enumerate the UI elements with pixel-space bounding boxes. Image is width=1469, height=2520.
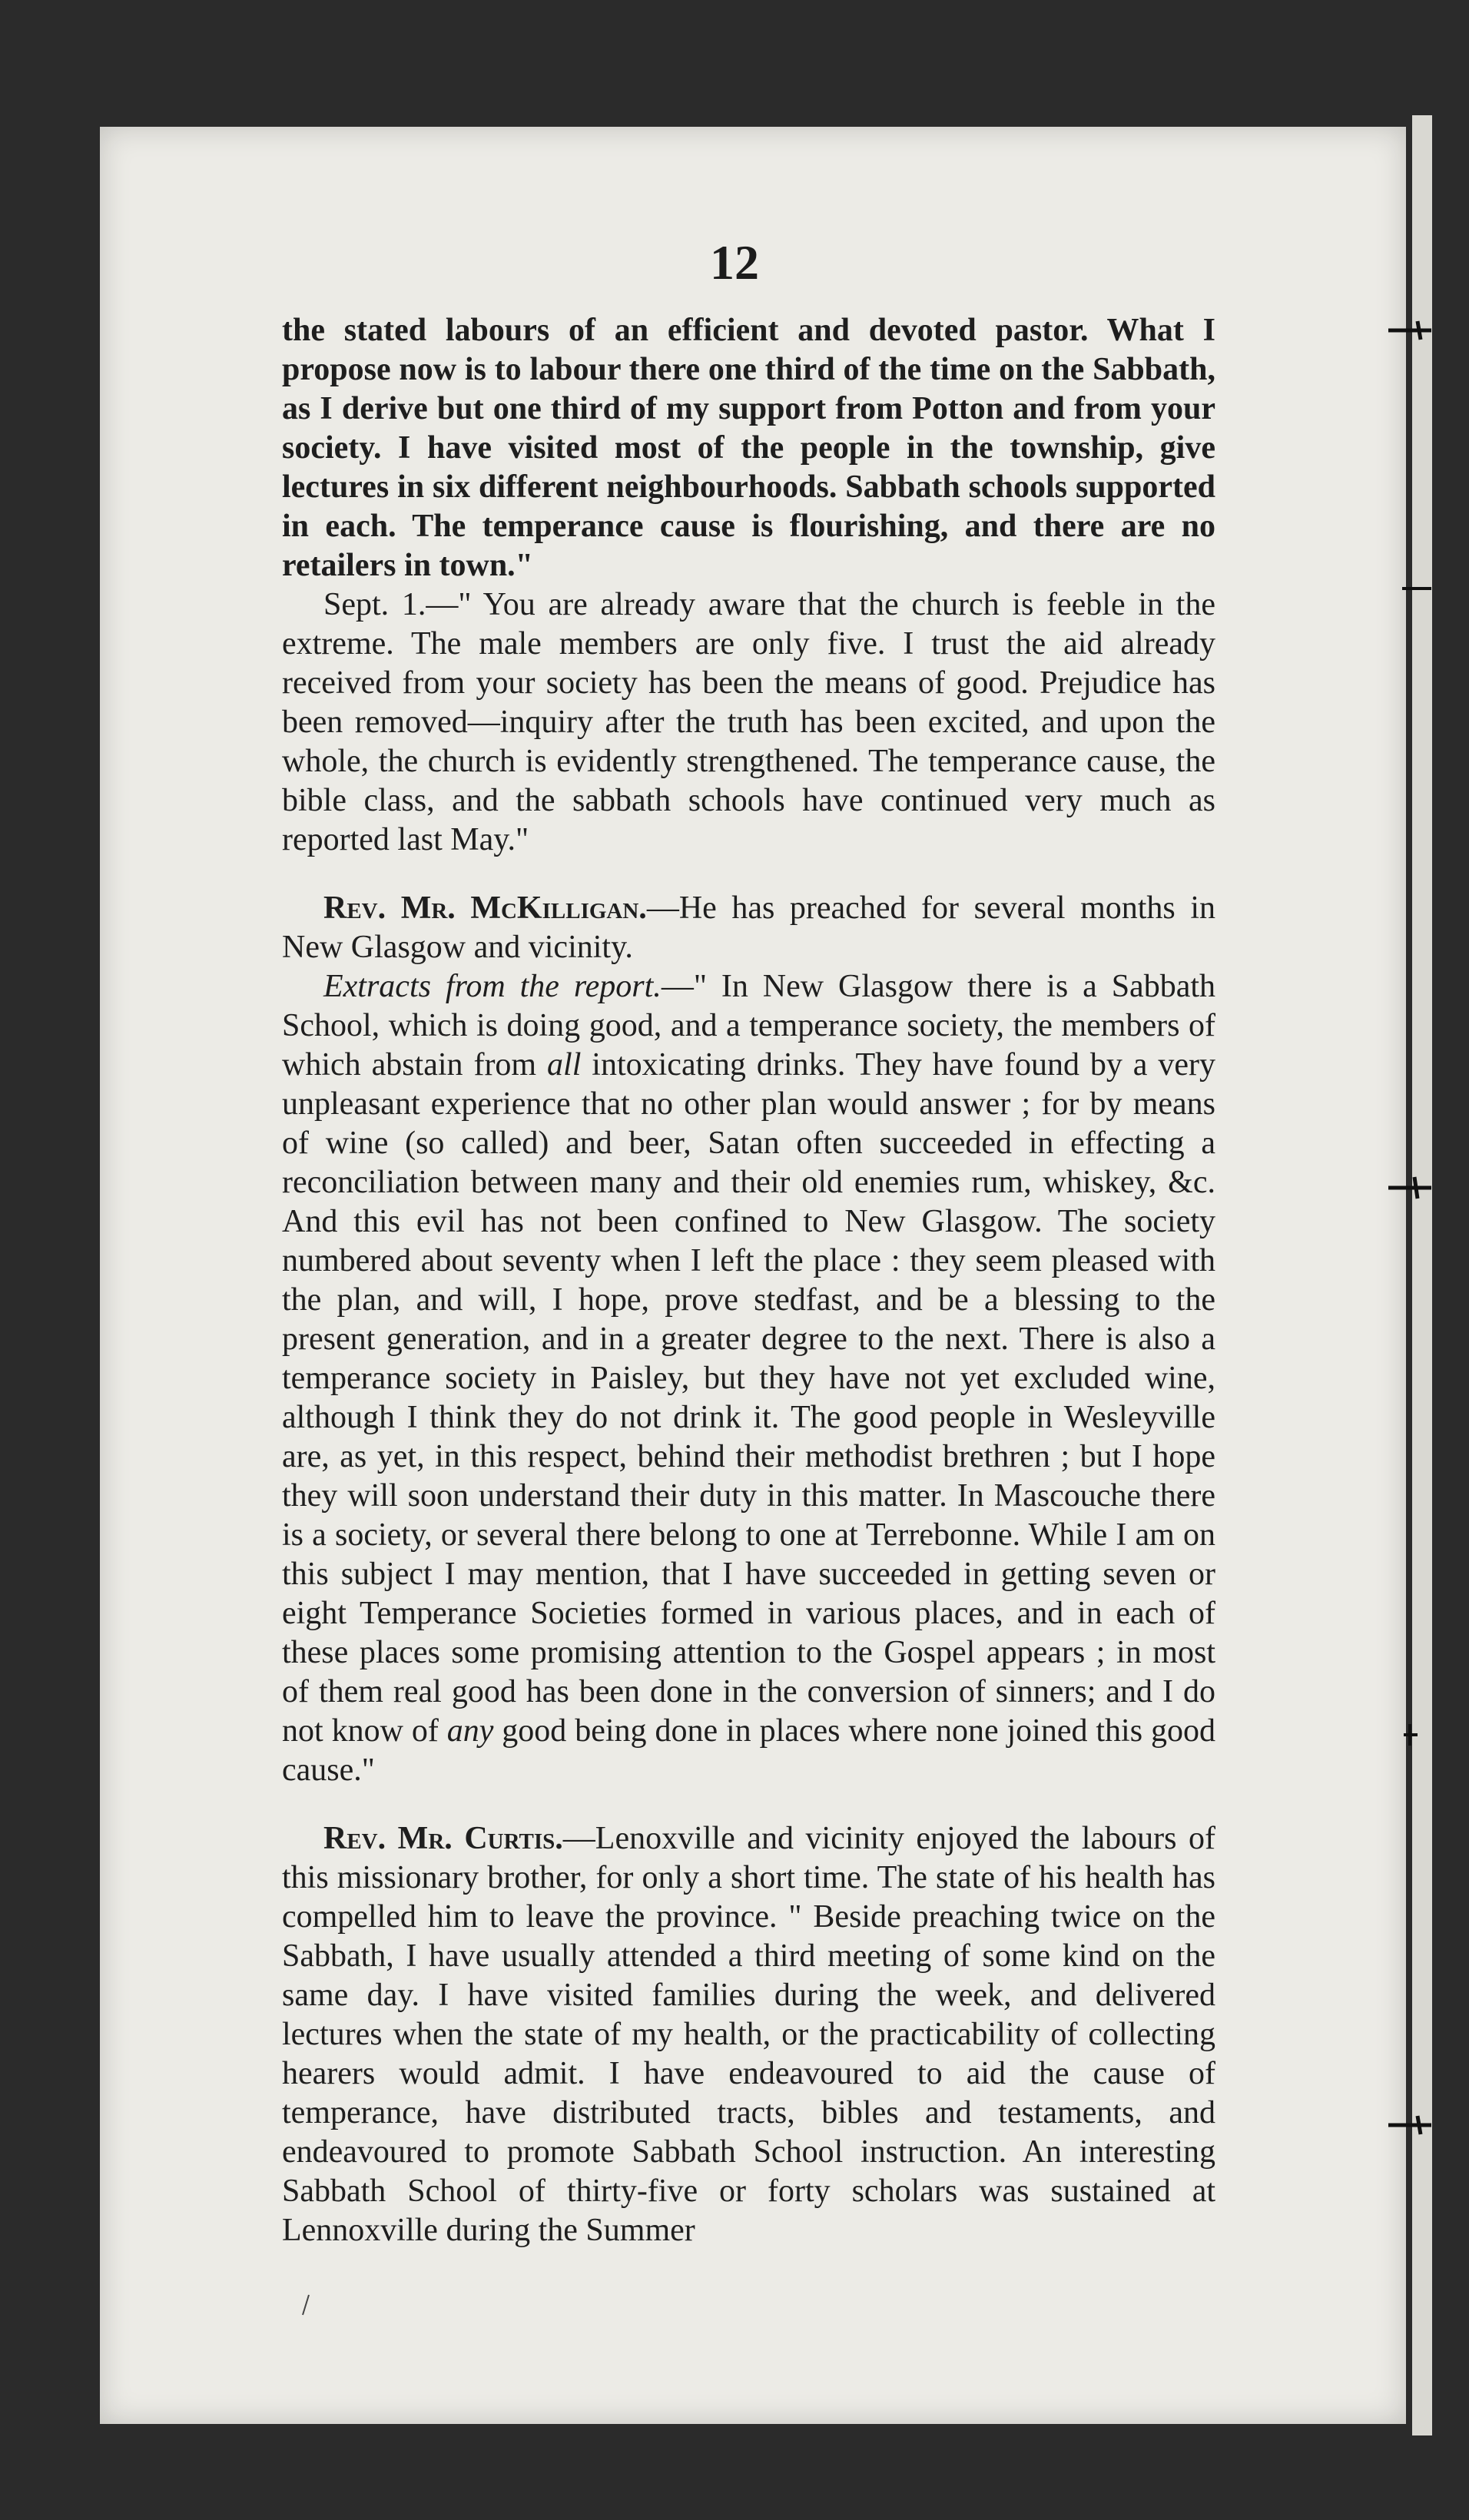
pencil-mark xyxy=(298,2293,313,2316)
emphasis-word: all xyxy=(547,1047,582,1083)
paragraph-text: —Lenoxville and vicinity enjoyed the labours of this missionary brother, for only a short time. The state of his health has compelled him to leave the province. " Beside preaching twice on the Sabbath, I have usually attended a third meeting of some kind on the same day. I have visited families during the week, and delivered lectures when the state of my health, or the practicability of collecting hearers would admit. I have endeavoured to aid the cause of temperance, have distributed tracts, bibles and testaments, and endeavoured to promote Sabbath School instruction. An interesting Sabbath School of thirty-five or forty scholars was sustained at Lennoxville during the Summer xyxy=(282,1821,1216,2248)
binding-thread-mark xyxy=(1387,575,1433,602)
emphasis-word: any xyxy=(446,1713,494,1749)
binding-thread-mark xyxy=(1387,2111,1433,2139)
paragraph-sept-1: Sept. 1.—" You are already aware that the church is feeble in the extreme. The male members are only five. I trust the aid already received from your society has been the means of good. Prejudice has been removed—inquiry after the truth has been excited, and upon the whole, the church is evidently strengthened. The temperance cause, the bible class, and the sabbath schools have continued very much as reported last May." xyxy=(282,587,1215,857)
binding-thread-mark xyxy=(1387,1721,1433,1749)
paragraph-curtis xyxy=(282,1819,1215,2250)
body-text xyxy=(282,311,1215,2250)
missionary-name: Rev. Mr. Curtis. xyxy=(323,1821,563,1856)
paragraph-extracts xyxy=(282,967,1215,1790)
paragraph-text: good being done in places where none joined this good cause." xyxy=(282,1713,1215,1788)
missionary-name: Rev. Mr. McKilligan. xyxy=(323,890,647,926)
binding-thread-mark xyxy=(1387,317,1433,344)
extracts-label: Extracts from the report. xyxy=(323,969,662,1004)
paragraph-text: —He has preached for several months in New Glasgow and vicinity. xyxy=(282,890,1216,965)
paragraph-continuation: the stated labours of an efficient and devoted pastor. What I propose now is to labour there one third of the time on the Sabbath, as I derive but one third of my support from Potton and from your society. I have visited most of the people in the township, give lectures in six different neighbourhoods. Sabbath schools supported in each. The temperance cause is flourishing, and there are no retailers in town." xyxy=(282,313,1215,583)
page-number: 12 xyxy=(710,235,759,290)
facing-page-edge xyxy=(1412,115,1432,2435)
binding-thread-mark xyxy=(1387,1174,1433,1202)
paragraph-text: intoxicating drinks. They have found by a very unpleasant experience that no other plan would answer ; for by means of wine (so called) and beer, Satan often succeeded in effecting a reconciliation between many and their old enemies rum, whiskey, &c. And this evil has not been confined to New Glasgow. The society numbered about seventy when I left the place : they seem pleased with the plan, and will, I hope, prove stedfast, and be a blessing to the present generation, and in a greater degree to the next. There is also a temperance society in Paisley, but they have not yet excluded wine, although I think they do not drink it. The good people in Wesleyville are, as yet, in this respect, behind their methodist brethren ; but I hope they will soon understand their duty in this matter. In Mascouche there is a society, or several there belong to one at Terrebonne. While I am on this subject I may mention, that I have succeeded in getting seven or eight Temperance Societies formed in various places, and in each of these places some promising attention to the Gospel appears ; in most of them real good has been done in the conversion of sinners; and I do not know of xyxy=(282,1047,1215,1749)
paragraph-text: —" In New Glasgow there is a Sabbath School, which is doing good, and a temperance society, the members of which abstain from xyxy=(282,969,1215,1083)
paragraph-mckilligan xyxy=(282,889,1215,967)
